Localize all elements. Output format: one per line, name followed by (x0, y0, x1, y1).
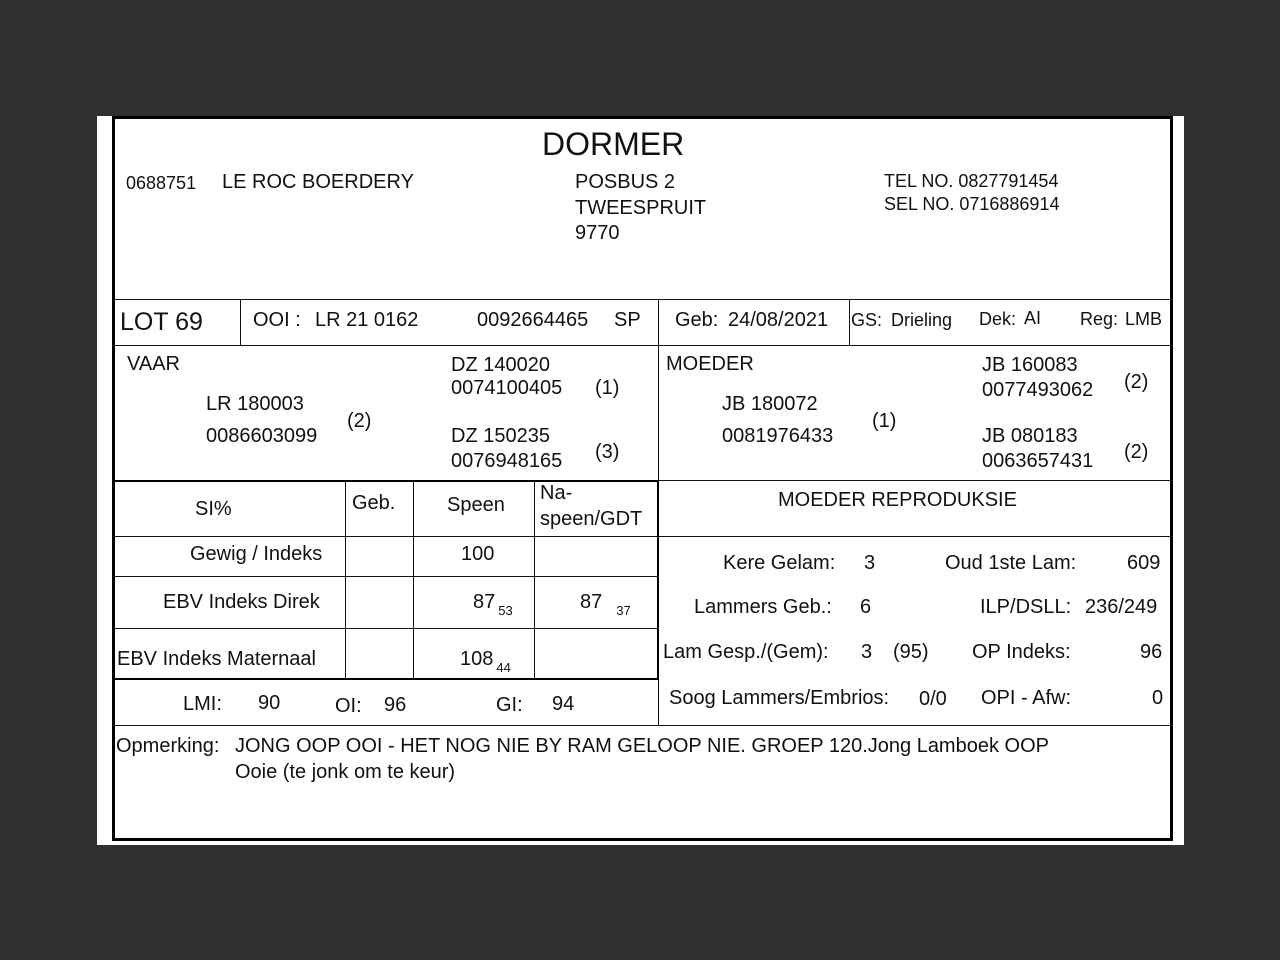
row-direct-naspeen-accuracy: 37 (616, 603, 631, 618)
divider-speen-col (534, 480, 535, 679)
dek-value: AI (1024, 308, 1042, 328)
dam-sire-registration: 0077493062 (982, 379, 1094, 401)
op-label: OP Indeks: (972, 641, 1071, 663)
dek-label: Dek: (979, 309, 1017, 329)
auction-lot-card (97, 116, 1184, 845)
sire-sire-registration: 0074100405 (451, 377, 563, 399)
row-direct-label: EBV Indeks Direk (163, 591, 320, 613)
line-lot-bottom (114, 345, 1172, 346)
row-direct-naspeen (580, 591, 631, 618)
owner-name: LE ROC BOERDERY (222, 171, 414, 193)
gs-value: Drieling (891, 310, 953, 330)
lmi-label: LMI: (183, 693, 222, 715)
header-geb: Geb. (352, 492, 396, 514)
ooi-registration: 0092664465 (477, 309, 589, 331)
divider-geb-col (413, 480, 414, 679)
sire-dam-score: (3) (595, 441, 620, 463)
address-line-2: TWEESPRUIT (575, 197, 707, 219)
gi-value: 94 (552, 693, 575, 715)
lammers-value: 6 (860, 596, 872, 618)
birth-label: Geb: (675, 309, 719, 331)
lot-number: LOT 69 (120, 308, 203, 336)
row-direct-speen (473, 591, 513, 618)
ooi-id: LR 21 0162 (315, 309, 419, 331)
row-maternal-label: EBV Indeks Maternaal (117, 648, 316, 670)
ooi-sp: SP (614, 309, 641, 331)
soog-value: 0/0 (919, 688, 947, 710)
line-row2-bottom (114, 628, 659, 629)
line-perf-top-left (114, 480, 659, 482)
line-summary-bottom (114, 725, 1172, 726)
line-perf-top-right (659, 480, 1172, 481)
header-speen: Speen (447, 494, 505, 516)
header-si: SI% (195, 498, 232, 520)
row-direct-speen-value: 87 (473, 591, 496, 613)
row-maternal-speen (460, 648, 511, 675)
dam-dam-registration: 0063657431 (982, 450, 1094, 472)
gesp-value: 3 (861, 641, 873, 663)
gs-label: GS: (851, 310, 883, 330)
address-line-1: POSBUS 2 (575, 171, 676, 193)
red-footnote-strip (157, 838, 1137, 845)
remark-line-2: Ooie (te jonk om te keur) (235, 761, 456, 783)
remark-line-1: JONG OOP OOI - HET NOG NIE BY RAM GELOOP NIE. GROEP 120.Jong Lamboek OOP (235, 735, 1049, 757)
gesp-label: Lam Gesp./(Gem): (663, 641, 829, 663)
dam-dam-id: JB 080183 (982, 425, 1078, 447)
row-weight-speen: 100 (461, 543, 495, 565)
frame-right (1170, 116, 1173, 841)
oud-label: Oud 1ste Lam: (945, 552, 1077, 574)
dam-label: MOEDER (666, 353, 754, 375)
sel-number: SEL NO. 0716886914 (884, 194, 1060, 214)
row-direct-speen-accuracy: 53 (498, 603, 513, 618)
ilp-label: ILP/DSLL: (980, 596, 1072, 618)
opi-value: 0 (1152, 687, 1164, 709)
oi-label: OI: (335, 695, 362, 717)
dam-score: (1) (872, 410, 897, 432)
frame-left (112, 116, 115, 841)
birth-date: 24/08/2021 (728, 309, 829, 331)
lammers-label: Lammers Geb.: (694, 596, 832, 618)
dam-sire-score: (2) (1124, 371, 1149, 393)
dam-registration: 0081976433 (722, 425, 834, 447)
sire-id: LR 180003 (206, 393, 304, 415)
oud-value: 609 (1127, 552, 1161, 574)
ooi-label: OOI : (253, 309, 301, 331)
breed-title: DORMER (542, 126, 685, 162)
tel-number: TEL NO. 0827791454 (884, 171, 1059, 191)
line-perf-header-bottom (114, 536, 1172, 537)
gi-label: GI: (496, 694, 523, 716)
kere-label: Kere Gelam: (723, 552, 836, 574)
divider-geb (849, 299, 850, 345)
op-value: 96 (1140, 641, 1163, 663)
lmi-value: 90 (258, 692, 281, 714)
sire-sire-score: (1) (595, 377, 620, 399)
header-naspeen-1: Na- (540, 482, 573, 504)
sire-score: (2) (347, 410, 372, 432)
sire-label: VAAR (127, 353, 180, 375)
remark-label: Opmerking: (116, 735, 220, 757)
reg-label: Reg: (1080, 309, 1119, 329)
oi-value: 96 (384, 694, 407, 716)
repro-title: MOEDER REPRODUKSIE (778, 489, 1017, 511)
opi-label: OPI - Afw: (981, 687, 1072, 709)
owner-code: 0688751 (126, 173, 197, 193)
ilp-value: 236/249 (1085, 596, 1158, 618)
line-row1-bottom (114, 576, 659, 577)
row-maternal-speen-value: 108 (460, 648, 494, 670)
sire-dam-registration: 0076948165 (451, 450, 563, 472)
sire-registration: 0086603099 (206, 425, 318, 447)
line-row3-bottom (114, 678, 659, 680)
soog-label: Soog Lammers/Embrios: (669, 687, 890, 709)
reg-value: LMB (1125, 309, 1163, 329)
divider-perf-right (657, 480, 659, 680)
dam-dam-score: (2) (1124, 441, 1149, 463)
kere-value: 3 (864, 552, 876, 574)
line-lot-top (114, 299, 1172, 300)
sire-sire-id: DZ 140020 (451, 354, 550, 376)
frame-top (113, 116, 1173, 119)
gesp-gem: (95) (893, 641, 929, 663)
row-direct-naspeen-value: 87 (580, 591, 603, 613)
row-maternal-speen-accuracy: 44 (496, 660, 511, 675)
sire-dam-id: DZ 150235 (451, 425, 550, 447)
divider-lot (240, 299, 241, 345)
dam-id: JB 180072 (722, 393, 818, 415)
divider-label-col (345, 480, 346, 679)
address-line-3: 9770 (575, 222, 620, 244)
header-naspeen-2: speen/GDT (540, 508, 643, 530)
dam-sire-id: JB 160083 (982, 354, 1078, 376)
row-weight-label: Gewig / Indeks (190, 543, 323, 565)
